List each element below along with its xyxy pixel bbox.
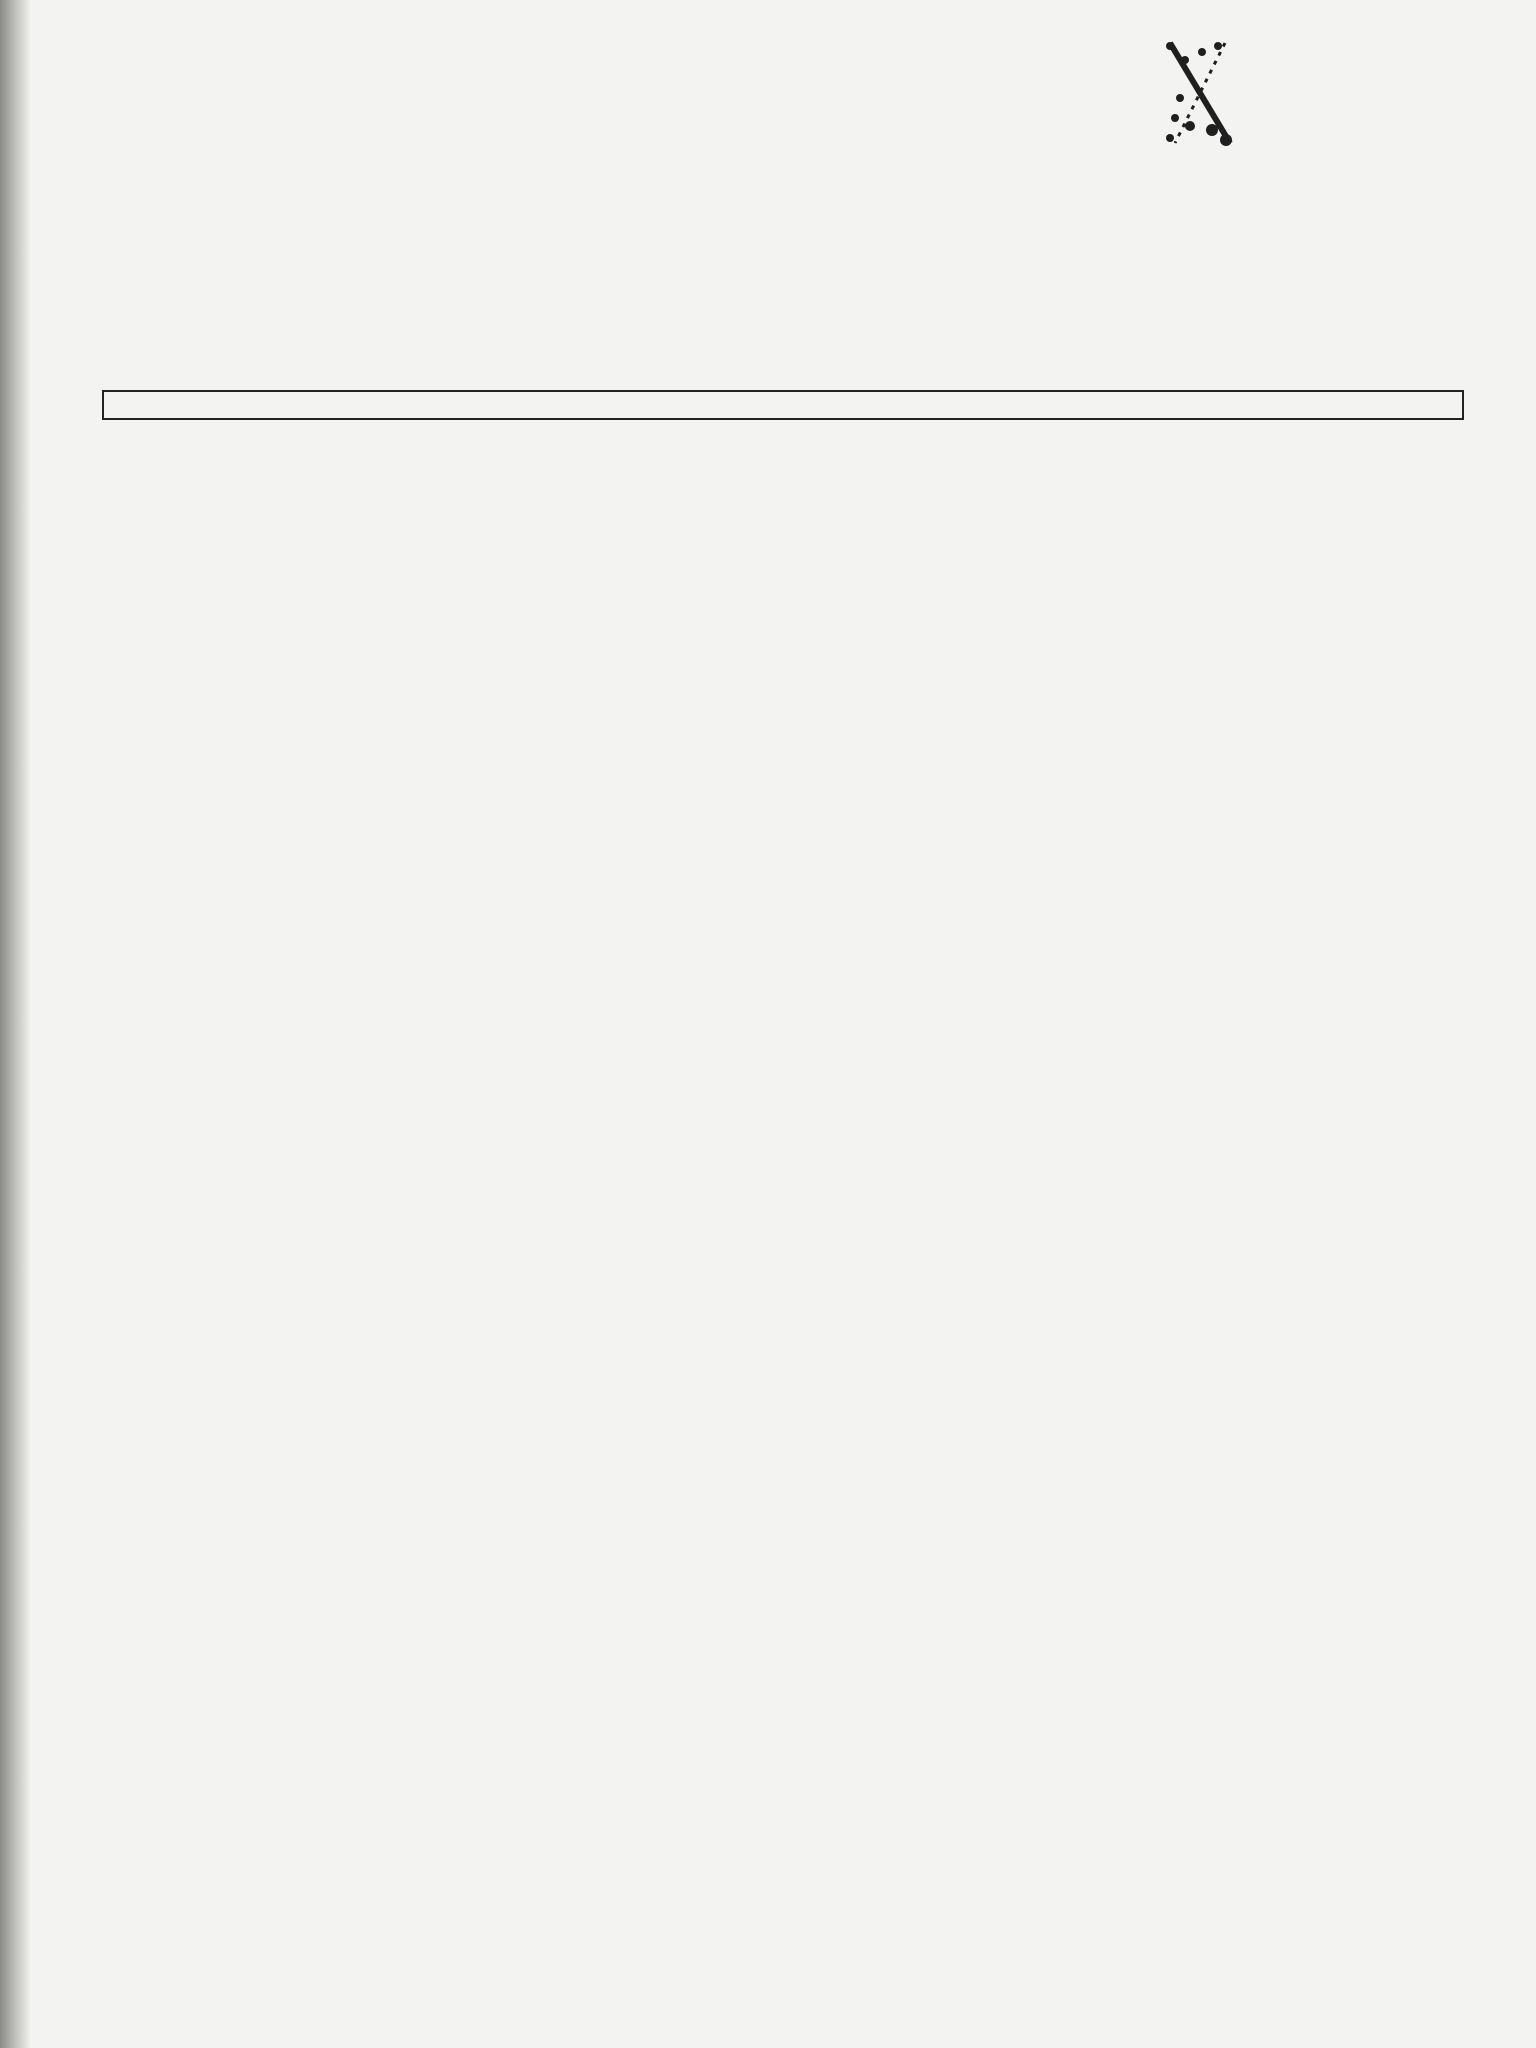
dna-icon: [1160, 38, 1240, 148]
report-title: [118, 205, 134, 234]
patient-line: [112, 310, 272, 328]
paper-shadow: [0, 0, 30, 2048]
vetlab-logo: [1160, 38, 1460, 158]
report-dates: [115, 246, 235, 266]
table-header: [102, 390, 1464, 420]
